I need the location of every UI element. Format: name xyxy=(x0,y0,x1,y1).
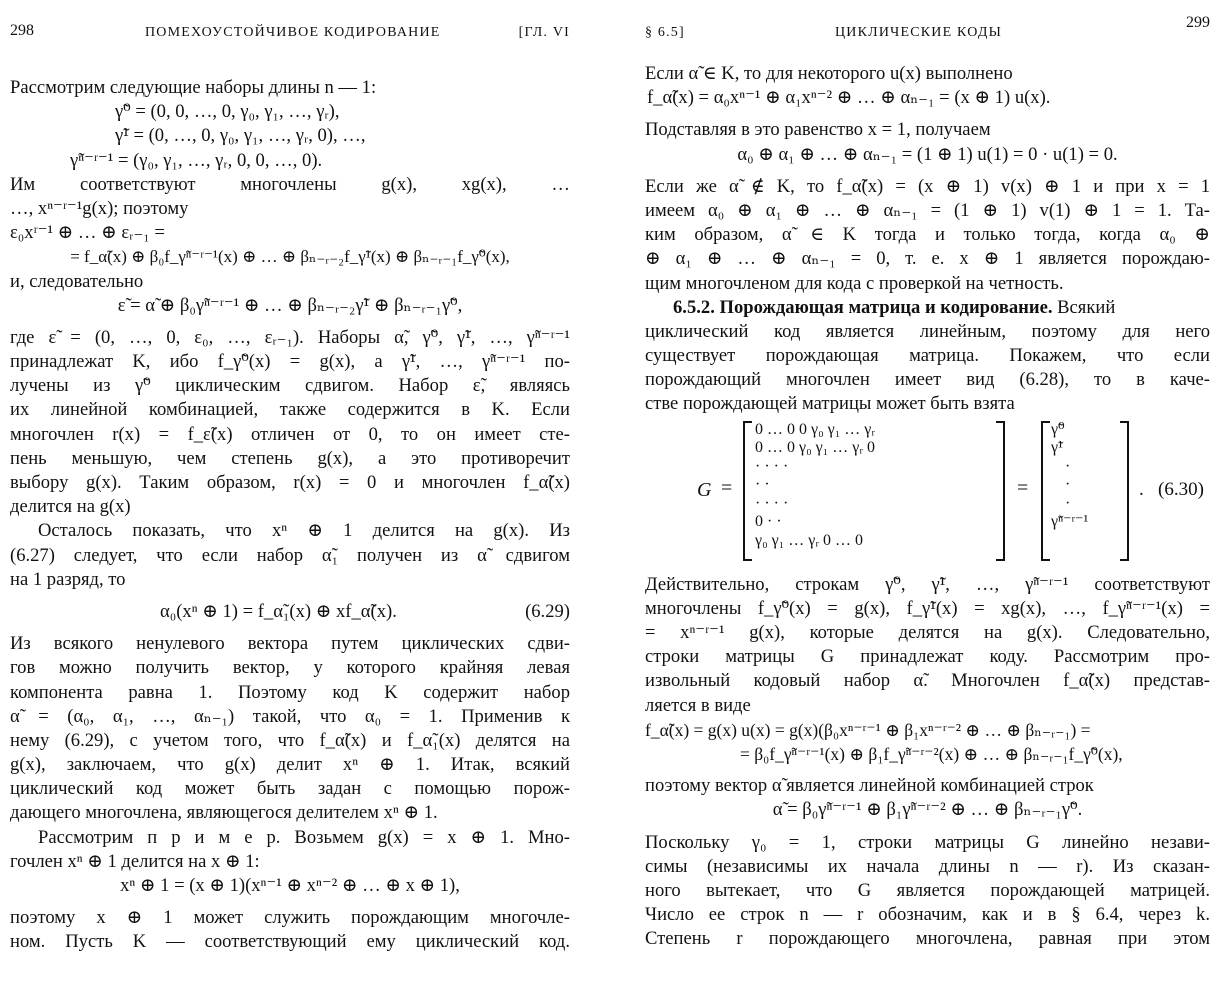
matrix-row: · · · · xyxy=(755,457,789,475)
formula-line: γ̃¹ = (0, …, 0, γ₀, γ₁, …, γᵣ, 0), …, xyxy=(115,125,366,147)
right-section-marker: § 6.5] xyxy=(645,25,685,40)
formula-line: = f_α̃(x) ⊕ β₀f_γ̃ⁿ⁻ʳ⁻¹(x) ⊕ … ⊕ βₙ₋ᵣ₋₂f_γ̃¹(x) ⊕ βₙ₋ᵣ₋₁f_γ̃⁰(x), xyxy=(70,247,510,267)
text-line: лучены из γ̃⁰ циклическим сдвигом. Набор ε̃, являясь xyxy=(10,375,570,397)
matrix-row: · xyxy=(1065,494,1071,512)
text-line: принадлежат K, ибо f_γ̃⁰(x) = g(x), а γ̃¹, …, γ̃ⁿ⁻ʳ⁻¹ по- xyxy=(10,351,570,373)
matrix-row: · xyxy=(1065,476,1071,494)
text-line: Поскольку γ₀ = 1, строки матрицы G линейно незави- xyxy=(645,831,1210,853)
text-line: Из всякого ненулевого вектора путем циклических сдви- xyxy=(10,633,570,655)
text-line: ким образом, α̃ ∈ K тогда и только тогда, когда α₀ ⊕ xyxy=(645,224,1210,246)
subsection-heading: 6.5.2. Порождающая матрица и кодирование. xyxy=(673,296,1053,318)
equation-number: . (6.30) xyxy=(1139,478,1204,500)
matrix-row: γ̃⁰ xyxy=(1051,420,1065,438)
text-line: Рассмотрим п р и м е р. Возьмем g(x) = x ⊕ 1. Мно- xyxy=(38,826,570,848)
matrix-row: · · xyxy=(755,476,770,494)
left-running-title: ПОМЕХОУСТОЙЧИВОЕ КОДИРОВАНИЕ xyxy=(145,25,441,40)
text-line: …, xⁿ⁻ʳ⁻¹g(x); поэтому xyxy=(10,197,189,219)
equation-6-29 xyxy=(10,600,570,624)
formula-line: xⁿ ⊕ 1 = (x ⊕ 1)(xⁿ⁻¹ ⊕ xⁿ⁻² ⊕ … ⊕ x ⊕ 1), xyxy=(120,875,460,896)
text-line: Им соответствуют многочлены g(x), xg(x), … xyxy=(10,173,570,195)
subsection-line xyxy=(645,296,1210,320)
matrix-row: γ̃¹ xyxy=(1051,439,1063,457)
subsection-text: Всякий xyxy=(1052,296,1116,318)
text-line: ного вытекает, что G является порождающей матрицей. xyxy=(645,879,1210,901)
text-line: компонента равна 1. Поэтому код K содержит набор xyxy=(10,681,570,703)
formula-line: ε̃ = α̃ ⊕ β₀γ̃ⁿ⁻ʳ⁻¹ ⊕ … ⊕ βₙ₋ᵣ₋₂γ̃¹ ⊕ βₙ₋ᵣ₋₁γ̃⁰, xyxy=(117,294,463,316)
formula: α₀(xⁿ ⊕ 1) = f_α̃₁(x) ⊕ xf_α̃(x). xyxy=(160,600,397,622)
matrix-rows-vector xyxy=(1041,421,1129,561)
text-line: ⊕ α₁ ⊕ … ⊕ αₙ₋₁ = 0, т. е. x ⊕ 1 является порождаю- xyxy=(645,248,1210,270)
text-line: Число ее строк n — r обозначим, как и в § 6.4, через k. xyxy=(645,904,1210,926)
right-page xyxy=(645,0,1210,984)
text-line: на 1 разряд, то xyxy=(10,568,126,590)
text-line: Если же α̃ ∉ K, то f_α̃(x) = (x ⊕ 1) v(x) ⊕ 1 и при x = 1 xyxy=(645,175,1210,197)
text-line: извольный кодовый набор α̃. Многочлен f_α̃(x) представ- xyxy=(645,670,1210,692)
formula-line: α₀ ⊕ α₁ ⊕ … ⊕ αₙ₋₁ = (1 ⊕ 1) u(1) = 0 · u(1) = 0. xyxy=(737,143,1118,165)
matrix-row: γ₀ γ₁ … γᵣ 0 … 0 xyxy=(755,531,864,549)
formula-line: = β₀f_γ̃ⁿ⁻ʳ⁻¹(x) ⊕ β₁f_γ̃ⁿ⁻ʳ⁻²(x) ⊕ … ⊕ βₙ₋ᵣ₋₁f_γ̃⁰(x), xyxy=(740,743,1123,764)
text-line: g(x), заключаем, что g(x) делит xⁿ ⊕ 1. Итак, всякий xyxy=(10,754,570,776)
right-page-text xyxy=(645,62,1210,951)
text-line: гочлен xⁿ ⊕ 1 делится на x ⊕ 1: xyxy=(10,850,260,872)
text-line: стве порождающей матрицы может быть взята xyxy=(645,393,1015,415)
text-line: = xⁿ⁻ʳ⁻¹ g(x), которые делятся на g(x). Следовательно, xyxy=(645,622,1210,643)
left-page xyxy=(10,0,570,984)
matrix-entries xyxy=(743,421,1005,561)
text-line: нему (6.29), с учетом того, что f_α̃(x) и f_α̃₁(x) делятся на xyxy=(10,729,570,751)
right-running-title: ЦИКЛИЧЕСКИЕ КОДЫ xyxy=(835,25,1003,40)
text-line: существует порождающая матрица. Покажем, что если xyxy=(645,345,1210,367)
text-line: Степень r порождающего многочлена, равная при этом xyxy=(645,928,1210,950)
right-page-number: 299 xyxy=(1186,14,1210,31)
matrix-row: · · · · xyxy=(755,494,789,512)
text-line: поэтому вектор α̃ является линейной комбинацией строк xyxy=(645,775,1094,797)
matrix-row: · xyxy=(1065,457,1071,475)
text-line: строки матрицы G принадлежат коду. Рассмотрим про- xyxy=(645,646,1210,668)
text-line: где ε̃ = (0, …, 0, ε₀, …, εᵣ₋₁). Наборы α̃, γ̃⁰, γ̃¹, …, γ̃ⁿ⁻ʳ⁻¹ xyxy=(10,326,570,348)
generator-matrix-6-30 xyxy=(645,419,1210,569)
text-line: выбору g(x). Таким образом, r(x) = 0 и многочлен f_α̃(x) xyxy=(10,472,570,493)
text-line: циклический код может быть задан с помощью порож- xyxy=(10,778,570,800)
text-line: циклический код является линейным, поэтому для него xyxy=(645,320,1210,342)
left-page-number: 298 xyxy=(10,22,34,39)
text-line: Рассмотрим следующие наборы длины n — 1: xyxy=(10,77,377,98)
text-line: гов можно получить вектор, у которого крайняя левая xyxy=(10,657,570,679)
text-line: Действительно, строкам γ̃⁰, γ̃¹, …, γ̃ⁿ⁻ʳ⁻¹ соответствуют xyxy=(645,573,1210,595)
left-page-text xyxy=(10,76,570,955)
text-line: щим многочленом для кода с проверкой на четность. xyxy=(645,272,1064,294)
text-line: ляется в виде xyxy=(645,694,751,716)
matrix-label: G xyxy=(697,478,712,501)
text-line: (6.27) следует, что если набор α̃₁ получен из α̃ сдвигом xyxy=(10,544,570,566)
formula-line: γ̃⁰ = (0, 0, …, 0, γ₀, γ₁, …, γᵣ), xyxy=(115,101,340,123)
formula-line: f_α̃(x) = g(x) u(x) = g(x)(β₀xⁿ⁻ʳ⁻¹ ⊕ β₁xⁿ⁻ʳ⁻² ⊕ … ⊕ βₙ₋ᵣ₋₁) = xyxy=(645,719,1091,740)
matrix-row: 0 … 0 0 γ₀ γ₁ … γᵣ xyxy=(755,420,876,438)
text-line: дающего многочлена, являющегося делителем xⁿ ⊕ 1. xyxy=(10,802,438,824)
text-line: порождающий многочлен имеет вид (6.28), то в каче- xyxy=(645,369,1210,391)
text-line: многочлен r(x) = f_ε̃(x) отличен от 0, то он имеет сте- xyxy=(10,423,570,445)
text-line: имеем α₀ ⊕ α₁ ⊕ … ⊕ αₙ₋₁ = (1 ⊕ 1) v(1) ⊕ 1 = 1. Та- xyxy=(645,199,1210,221)
formula-line: f_α̃(x) = α₀xⁿ⁻¹ ⊕ α₁xⁿ⁻² ⊕ … ⊕ αₙ₋₁ = (x ⊕ 1) u(x). xyxy=(647,87,1051,109)
text-line: Подставляя в это равенство x = 1, получаем xyxy=(645,119,991,141)
text-line: их линейной комбинацией, также содержится в K. Если xyxy=(10,399,570,421)
text-line: многочлены f_γ̃⁰(x) = g(x), f_γ̃¹(x) = xg(x), …, f_γ̃ⁿ⁻ʳ⁻¹(x) = xyxy=(645,597,1210,619)
text-line: Если α̃ ∈ K, то для некоторого u(x) выполнено xyxy=(645,63,1013,84)
equation-number: (6.29) xyxy=(525,600,570,622)
text-line: поэтому x ⊕ 1 может служить порождающим многочле- xyxy=(10,907,570,929)
text-line: ном. Пусть K — соответствующий ему циклический код. xyxy=(10,931,570,953)
matrix-row: γ̃ⁿ⁻ʳ⁻¹ xyxy=(1051,513,1089,531)
text-line: делится на g(x) xyxy=(10,496,131,518)
text-line: пень меньшую, чем степень g(x), а это противоречит xyxy=(10,447,570,469)
formula-line: α̃ = β₀γ̃ⁿ⁻ʳ⁻¹ ⊕ β₁γ̃ⁿ⁻ʳ⁻² ⊕ … ⊕ βₙ₋ᵣ₋₁γ̃⁰. xyxy=(772,799,1083,821)
text-line: Осталось показать, что xⁿ ⊕ 1 делится на g(x). Из xyxy=(38,520,570,542)
right-running-head xyxy=(645,14,1210,46)
text-line: α̃ = (α₀, α₁, …, αₙ₋₁) такой, что α₀ = 1. Применив к xyxy=(10,705,570,727)
equals-sign: = xyxy=(721,476,733,499)
left-chapter-marker: [ГЛ. VI xyxy=(518,25,570,40)
equals-sign: = xyxy=(1017,476,1029,499)
matrix-row: 0 … 0 γ₀ γ₁ … γᵣ 0 xyxy=(755,439,876,457)
formula-line: ε₀xʳ⁻¹ ⊕ … ⊕ εᵣ₋₁ = xyxy=(10,222,165,244)
left-running-head xyxy=(10,22,570,46)
text-line: симы (независимы их начала длины n — r). Из сказан- xyxy=(645,855,1210,877)
matrix-row: 0 · · xyxy=(755,513,782,531)
formula-line: γ̃ⁿ⁻ʳ⁻¹ = (γ₀, γ₁, …, γᵣ, 0, 0, …, 0). xyxy=(70,149,323,171)
text-line: и, следовательно xyxy=(10,270,144,292)
